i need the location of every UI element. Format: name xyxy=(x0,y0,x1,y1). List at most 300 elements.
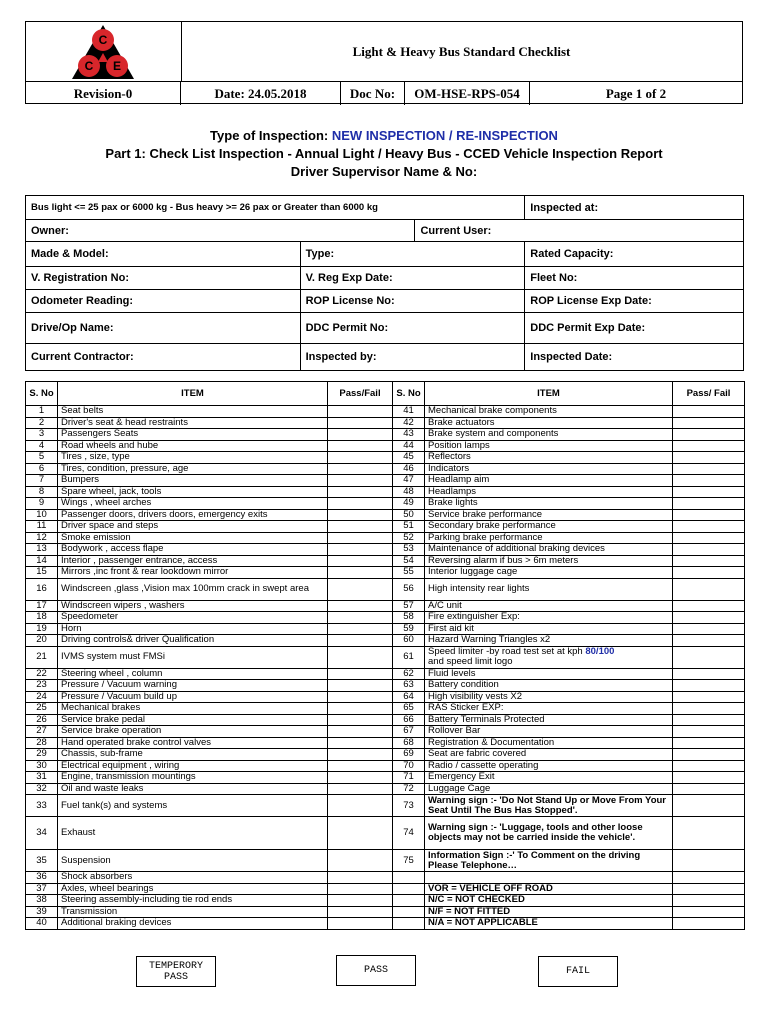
header-meta-row xyxy=(26,81,742,105)
item-number-right: 70 xyxy=(393,760,425,772)
company-logo-cell xyxy=(26,22,182,81)
passfail-cell-left[interactable] xyxy=(328,918,393,930)
item-number-right: 55 xyxy=(393,567,425,579)
table-row xyxy=(26,918,745,930)
item-label-right: N/A = NOT APPLICABLE xyxy=(425,918,673,930)
inspected-by-field[interactable]: Inspected by: xyxy=(300,344,525,371)
passfail-cell-right[interactable] xyxy=(673,417,745,429)
item-label-right: N/F = NOT FITTED xyxy=(425,906,673,918)
current-contractor-field[interactable]: Current Contractor: xyxy=(26,344,301,371)
passfail-cell-right[interactable] xyxy=(673,406,745,418)
passfail-cell-right[interactable] xyxy=(673,646,745,668)
date-cell: Date: 24.05.2018 xyxy=(181,82,341,105)
ddc-permit-field[interactable]: DDC Permit No: xyxy=(300,313,525,344)
item-label-right: Position lamps xyxy=(425,440,673,452)
item-number-right: 72 xyxy=(393,783,425,795)
table-row xyxy=(26,714,745,726)
current-user-field[interactable]: Current User: xyxy=(415,220,744,242)
item-label-left: Steering wheel , column xyxy=(58,668,328,680)
item-number-left: 6 xyxy=(26,463,58,475)
passfail-cell-left[interactable] xyxy=(328,783,393,795)
table-row xyxy=(26,475,745,487)
passfail-cell-left[interactable] xyxy=(328,521,393,533)
page-number-cell: Page 1 of 2 xyxy=(605,85,667,101)
table-row xyxy=(26,406,745,418)
item-number-right xyxy=(393,918,425,930)
passfail-cell-left[interactable] xyxy=(328,498,393,510)
item-label-left: Driver space and steps xyxy=(58,521,328,533)
item-number-left: 1 xyxy=(26,406,58,418)
passfail-cell-right[interactable] xyxy=(673,635,745,647)
passfail-cell-right[interactable] xyxy=(673,544,745,556)
item-number-left: 9 xyxy=(26,498,58,510)
item-number-left: 36 xyxy=(26,872,58,884)
passfail-cell-left[interactable] xyxy=(328,668,393,680)
item-label-left: Transmission xyxy=(58,906,328,918)
item-label-right: Luggage Cage xyxy=(425,783,673,795)
item-label-right: Headlamp aim xyxy=(425,475,673,487)
table-row xyxy=(26,895,745,907)
item-label-left: Tires, condition, pressure, age xyxy=(58,463,328,475)
passfail-cell-left[interactable] xyxy=(328,680,393,692)
item-label-left: Smoke emission xyxy=(58,532,328,544)
passfail-cell-right[interactable] xyxy=(673,509,745,521)
item-number-right: 52 xyxy=(393,532,425,544)
table-row xyxy=(26,532,745,544)
passfail-cell-right[interactable] xyxy=(673,691,745,703)
item-number-left: 16 xyxy=(26,578,58,600)
table-row xyxy=(26,760,745,772)
inspected-date-field[interactable]: Inspected Date: xyxy=(525,344,744,371)
passfail-cell-left[interactable] xyxy=(328,883,393,895)
passfail-cell-right[interactable] xyxy=(673,783,745,795)
item-label-left: Spare wheel, jack, tools xyxy=(58,486,328,498)
passfail-cell-left[interactable] xyxy=(328,749,393,761)
item-label-right: Rollover Bar xyxy=(425,726,673,738)
fail-button[interactable]: FAIL xyxy=(538,956,618,987)
passfail-cell-right[interactable] xyxy=(673,918,745,930)
part-title: Part 1: Check List Inspection - Annual Light / Heavy Bus - CCED Vehicle Inspection Report xyxy=(105,146,663,161)
passfail-cell-left[interactable] xyxy=(328,795,393,817)
table-row xyxy=(26,772,745,784)
item-label-right: VOR = VEHICLE OFF ROAD xyxy=(425,883,673,895)
document-title: Light & Heavy Bus Standard Checklist xyxy=(352,43,571,59)
item-label-right: Indicators xyxy=(425,463,673,475)
supervisor-line: Driver Supervisor Name & No: xyxy=(290,164,478,179)
passfail-cell-left[interactable] xyxy=(328,475,393,487)
item-number-right: 41 xyxy=(393,406,425,418)
item-label-right: Reversing alarm if bus > 6m meters xyxy=(425,555,673,567)
passfail-cell-left[interactable] xyxy=(328,714,393,726)
item-number-right: 45 xyxy=(393,452,425,464)
table-row xyxy=(26,872,745,884)
vehicle-info-table xyxy=(25,195,744,371)
item-number-right: 48 xyxy=(393,486,425,498)
passfail-cell-right[interactable] xyxy=(673,463,745,475)
table-row xyxy=(26,578,745,600)
item-label-right: A/C unit xyxy=(425,600,673,612)
pass-button[interactable]: PASS xyxy=(336,955,416,986)
passfail-cell-left[interactable] xyxy=(328,440,393,452)
passfail-header-right: Pass/ Fail xyxy=(673,382,745,406)
item-label-left: Passengers Seats xyxy=(58,429,328,441)
item-number-right: 58 xyxy=(393,612,425,624)
passfail-cell-left[interactable] xyxy=(328,895,393,907)
table-row xyxy=(26,883,745,895)
item-number-right: 74 xyxy=(393,817,425,850)
item-number-right: 75 xyxy=(393,850,425,872)
odometer-field[interactable]: Odometer Reading: xyxy=(26,290,301,313)
passfail-cell-left[interactable] xyxy=(328,850,393,872)
item-number-right: 71 xyxy=(393,772,425,784)
item-number-left: 25 xyxy=(26,703,58,715)
passfail-cell-left[interactable] xyxy=(328,567,393,579)
table-row xyxy=(26,452,745,464)
table-row xyxy=(26,544,745,556)
item-label-right: RAS Sticker EXP: xyxy=(425,703,673,715)
item-label-left: Electrical equipment , wiring xyxy=(58,760,328,772)
item-number-right xyxy=(393,906,425,918)
item-number-right: 66 xyxy=(393,714,425,726)
item-number-left: 13 xyxy=(26,544,58,556)
item-number-left: 4 xyxy=(26,440,58,452)
item-number-left: 17 xyxy=(26,600,58,612)
item-label-left: Windscreen ,glass ,Vision max 100mm crack in swept area xyxy=(58,578,328,600)
passfail-cell-left[interactable] xyxy=(328,429,393,441)
passfail-cell-left[interactable] xyxy=(328,600,393,612)
item-label-left: Additional braking devices xyxy=(58,918,328,930)
passfail-cell-left[interactable] xyxy=(328,703,393,715)
passfail-cell-right[interactable] xyxy=(673,737,745,749)
passfail-cell-right[interactable] xyxy=(673,532,745,544)
rop-license-field[interactable]: ROP License No: xyxy=(300,290,525,313)
item-label-right: Seat are fabric covered xyxy=(425,749,673,761)
passfail-cell-left[interactable] xyxy=(328,406,393,418)
item-label-right: Warning sign :- 'Do Not Stand Up or Move From Your Seat Until The Bus Has Stopped'. xyxy=(425,795,673,817)
item-number-right: 64 xyxy=(393,691,425,703)
item-label-right: Emergency Exit xyxy=(425,772,673,784)
item-label-left: Service brake pedal xyxy=(58,714,328,726)
passfail-cell-left[interactable] xyxy=(328,623,393,635)
passfail-cell-left[interactable] xyxy=(328,612,393,624)
passfail-cell-right[interactable] xyxy=(673,760,745,772)
item-label-right: Brake system and components xyxy=(425,429,673,441)
item-label-left: Bodywork , access flape xyxy=(58,544,328,556)
table-row xyxy=(26,521,745,533)
item-label-left: Engine, transmission mountings xyxy=(58,772,328,784)
passfail-cell-right[interactable] xyxy=(673,452,745,464)
table-row xyxy=(26,555,745,567)
item-label-right: Information Sign :-' To Comment on the driving Please Telephone… xyxy=(425,850,673,872)
item-number-right: 68 xyxy=(393,737,425,749)
registration-no-field[interactable]: V. Registration No: xyxy=(26,267,301,290)
item-label-right: Maintenance of additional braking devices xyxy=(425,544,673,556)
item-label-right: Brake actuators xyxy=(425,417,673,429)
table-row xyxy=(26,726,745,738)
item-number-left: 40 xyxy=(26,918,58,930)
passfail-cell-left[interactable] xyxy=(328,691,393,703)
item-label-left: Steering assembly-including tie rod ends xyxy=(58,895,328,907)
table-row xyxy=(26,417,745,429)
passfail-cell-right[interactable] xyxy=(673,872,745,884)
table-row xyxy=(26,567,745,579)
item-label-right: Brake lights xyxy=(425,498,673,510)
item-label-left: Chassis, sub-frame xyxy=(58,749,328,761)
item-number-left: 34 xyxy=(26,817,58,850)
passfail-cell-right[interactable] xyxy=(673,906,745,918)
item-label-right xyxy=(425,646,673,668)
table-row xyxy=(26,737,745,749)
passfail-cell-left[interactable] xyxy=(328,817,393,850)
item-number-right: 69 xyxy=(393,749,425,761)
item-label-left: Exhaust xyxy=(58,817,328,850)
item-label-right: Battery condition xyxy=(425,680,673,692)
passfail-cell-right[interactable] xyxy=(673,498,745,510)
passfail-cell-right[interactable] xyxy=(673,623,745,635)
passfail-cell-left[interactable] xyxy=(328,532,393,544)
passfail-cell-right[interactable] xyxy=(673,680,745,692)
item-number-right: 43 xyxy=(393,429,425,441)
item-number-right: 42 xyxy=(393,417,425,429)
item-number-left: 37 xyxy=(26,883,58,895)
passfail-cell-right[interactable] xyxy=(673,668,745,680)
bus-class-note: Bus light <= 25 pax or 6000 kg - Bus heavy >= 26 pax or Greater than 6000 kg xyxy=(26,196,525,220)
passfail-cell-left[interactable] xyxy=(328,635,393,647)
table-row xyxy=(26,906,745,918)
table-row xyxy=(26,749,745,761)
item-number-left: 11 xyxy=(26,521,58,533)
sno-header-left: S. No xyxy=(26,382,58,406)
passfail-cell-right[interactable] xyxy=(673,555,745,567)
item-number-left: 26 xyxy=(26,714,58,726)
item-number-left: 30 xyxy=(26,760,58,772)
table-row xyxy=(26,680,745,692)
passfail-header-left: Pass/Fail xyxy=(328,382,393,406)
item-number-left: 35 xyxy=(26,850,58,872)
passfail-cell-left[interactable] xyxy=(328,760,393,772)
item-number-left: 31 xyxy=(26,772,58,784)
item-label-left: Mirrors ,inc front & rear lookdown mirror xyxy=(58,567,328,579)
rated-capacity-field[interactable]: Rated Capacity: xyxy=(525,242,744,267)
item-number-right: 51 xyxy=(393,521,425,533)
passfail-cell-left[interactable] xyxy=(328,578,393,600)
item-number-right: 65 xyxy=(393,703,425,715)
doc-no-label-cell: Doc No: xyxy=(341,82,405,105)
item-label-left: Seat belts xyxy=(58,406,328,418)
item-label-right: Secondary brake performance xyxy=(425,521,673,533)
ddc-permit-exp-field[interactable]: DDC Permit Exp Date: xyxy=(525,313,744,344)
item-number-left: 29 xyxy=(26,749,58,761)
item-number-right xyxy=(393,895,425,907)
item-number-right: 46 xyxy=(393,463,425,475)
type-field[interactable]: Type: xyxy=(300,242,525,267)
made-model-field[interactable]: Made & Model: xyxy=(26,242,301,267)
item-number-left: 33 xyxy=(26,795,58,817)
fleet-no-field[interactable]: Fleet No: xyxy=(525,267,744,290)
item-label-left: Shock absorbers xyxy=(58,872,328,884)
table-row xyxy=(26,498,745,510)
table-row xyxy=(26,691,745,703)
doc-no-cell: OM-HSE-RPS-054 xyxy=(405,82,530,105)
item-label-left: Axles, wheel bearings xyxy=(58,883,328,895)
item-number-right: 50 xyxy=(393,509,425,521)
item-number-left: 3 xyxy=(26,429,58,441)
passfail-cell-left[interactable] xyxy=(328,646,393,668)
passfail-cell-right[interactable] xyxy=(673,600,745,612)
passfail-cell-right[interactable] xyxy=(673,703,745,715)
item-number-left: 39 xyxy=(26,906,58,918)
passfail-cell-right[interactable] xyxy=(673,486,745,498)
item-number-right: 57 xyxy=(393,600,425,612)
item-label-left: Service brake operation xyxy=(58,726,328,738)
item-label-right: Reflectors xyxy=(425,452,673,464)
drive-op-name-field[interactable]: Drive/Op Name: xyxy=(26,313,301,344)
passfail-cell-right[interactable] xyxy=(673,612,745,624)
passfail-cell-left[interactable] xyxy=(328,737,393,749)
item-label-left: Road wheels and hube xyxy=(58,440,328,452)
table-row xyxy=(26,817,745,850)
item-label-left: Passenger doors, drivers doors, emergency exits xyxy=(58,509,328,521)
item-label-left: Driver's seat & head restraints xyxy=(58,417,328,429)
passfail-cell-right[interactable] xyxy=(673,795,745,817)
item-number-right: 63 xyxy=(393,680,425,692)
item-number-left: 18 xyxy=(26,612,58,624)
item-label-left: Windscreen wipers , washers xyxy=(58,600,328,612)
item-label-right: N/C = NOT CHECKED xyxy=(425,895,673,907)
inspected-at-field[interactable]: Inspected at: xyxy=(525,196,744,220)
cce-logo-icon xyxy=(26,22,181,81)
passfail-cell-right[interactable] xyxy=(673,895,745,907)
passfail-cell-left[interactable] xyxy=(328,463,393,475)
item-number-left: 24 xyxy=(26,691,58,703)
item-label-right: Radio / cassette operating xyxy=(425,760,673,772)
passfail-cell-left[interactable] xyxy=(328,509,393,521)
passfail-cell-right[interactable] xyxy=(673,567,745,579)
item-label-text: Speed limiter -by road test set at kph xyxy=(428,646,586,657)
item-label-right: Headlamps xyxy=(425,486,673,498)
owner-field[interactable]: Owner: xyxy=(26,220,415,242)
reg-exp-date-field[interactable]: V. Reg Exp Date: xyxy=(300,267,525,290)
checklist-rows xyxy=(26,406,745,930)
table-row xyxy=(26,703,745,715)
passfail-cell-left[interactable] xyxy=(328,726,393,738)
passfail-cell-left[interactable] xyxy=(328,872,393,884)
document-header xyxy=(25,21,743,104)
item-number-right: 67 xyxy=(393,726,425,738)
item-header-right: ITEM xyxy=(425,382,673,406)
table-row xyxy=(26,783,745,795)
passfail-cell-left[interactable] xyxy=(328,417,393,429)
item-number-left: 10 xyxy=(26,509,58,521)
item-number-left: 7 xyxy=(26,475,58,487)
item-number-left: 20 xyxy=(26,635,58,647)
item-label-left: Pressure / Vacuum build up xyxy=(58,691,328,703)
item-number-right xyxy=(393,872,425,884)
item-label-text-2: and speed limit logo xyxy=(428,656,513,667)
item-number-right: 61 xyxy=(393,646,425,668)
passfail-cell-right[interactable] xyxy=(673,475,745,487)
passfail-cell-left[interactable] xyxy=(328,906,393,918)
item-number-right: 53 xyxy=(393,544,425,556)
item-number-left: 8 xyxy=(26,486,58,498)
rop-license-exp-field[interactable]: ROP License Exp Date: xyxy=(525,290,744,313)
item-label-right xyxy=(425,872,673,884)
item-label-right: Service brake performance xyxy=(425,509,673,521)
item-number-left: 15 xyxy=(26,567,58,579)
table-row xyxy=(26,440,745,452)
passfail-cell-right[interactable] xyxy=(673,817,745,850)
item-label-left: Wings , wheel arches xyxy=(58,498,328,510)
item-number-right: 73 xyxy=(393,795,425,817)
passfail-cell-left[interactable] xyxy=(328,772,393,784)
item-label-left: Horn xyxy=(58,623,328,635)
table-row xyxy=(26,429,745,441)
item-label-right: Mechanical brake components xyxy=(425,406,673,418)
checklist-table xyxy=(25,381,745,930)
item-number-left: 14 xyxy=(26,555,58,567)
revision-cell: Revision-0 xyxy=(26,82,181,105)
passfail-cell-left[interactable] xyxy=(328,555,393,567)
item-number-left: 22 xyxy=(26,668,58,680)
passfail-cell-right[interactable] xyxy=(673,714,745,726)
table-row xyxy=(26,509,745,521)
passfail-cell-right[interactable] xyxy=(673,749,745,761)
temporary-pass-button[interactable]: TEMPERORY PASS xyxy=(136,956,216,987)
passfail-cell-right[interactable] xyxy=(673,883,745,895)
table-row xyxy=(26,635,745,647)
item-label-right: Interior luggage cage xyxy=(425,567,673,579)
passfail-cell-right[interactable] xyxy=(673,850,745,872)
table-row xyxy=(26,486,745,498)
item-label-right: First aid kit xyxy=(425,623,673,635)
passfail-cell-left[interactable] xyxy=(328,486,393,498)
item-number-left: 19 xyxy=(26,623,58,635)
logo-letter-right: E xyxy=(112,59,122,73)
table-row xyxy=(26,646,745,668)
passfail-cell-right[interactable] xyxy=(673,521,745,533)
passfail-cell-right[interactable] xyxy=(673,726,745,738)
item-number-right: 47 xyxy=(393,475,425,487)
logo-letter-top: C xyxy=(98,33,108,47)
item-number-right: 62 xyxy=(393,668,425,680)
item-label-left: Fuel tank(s) and systems xyxy=(58,795,328,817)
passfail-cell-right[interactable] xyxy=(673,578,745,600)
item-label-right: Parking brake performance xyxy=(425,532,673,544)
item-label-right: High intensity rear lights xyxy=(425,578,673,600)
item-label-right: Warning sign :- 'Luggage, tools and other loose objects may not be carried inside the vehicle'. xyxy=(425,817,673,850)
item-label-left: Speedometer xyxy=(58,612,328,624)
passfail-cell-right[interactable] xyxy=(673,440,745,452)
inspection-type-label: Type of Inspection: xyxy=(210,128,332,143)
item-number-left: 27 xyxy=(26,726,58,738)
passfail-cell-right[interactable] xyxy=(673,429,745,441)
item-label-right: Battery Terminals Protected xyxy=(425,714,673,726)
item-number-right xyxy=(393,883,425,895)
passfail-cell-left[interactable] xyxy=(328,452,393,464)
table-row xyxy=(26,795,745,817)
item-label-left: Bumpers xyxy=(58,475,328,487)
passfail-cell-left[interactable] xyxy=(328,544,393,556)
item-number-right: 44 xyxy=(393,440,425,452)
passfail-cell-right[interactable] xyxy=(673,772,745,784)
table-row xyxy=(26,600,745,612)
item-number-left: 28 xyxy=(26,737,58,749)
item-number-left: 38 xyxy=(26,895,58,907)
item-label-left: Tires , size, type xyxy=(58,452,328,464)
item-number-left: 5 xyxy=(26,452,58,464)
item-number-left: 23 xyxy=(26,680,58,692)
item-label-left: Driving controls& driver Qualification xyxy=(58,635,328,647)
